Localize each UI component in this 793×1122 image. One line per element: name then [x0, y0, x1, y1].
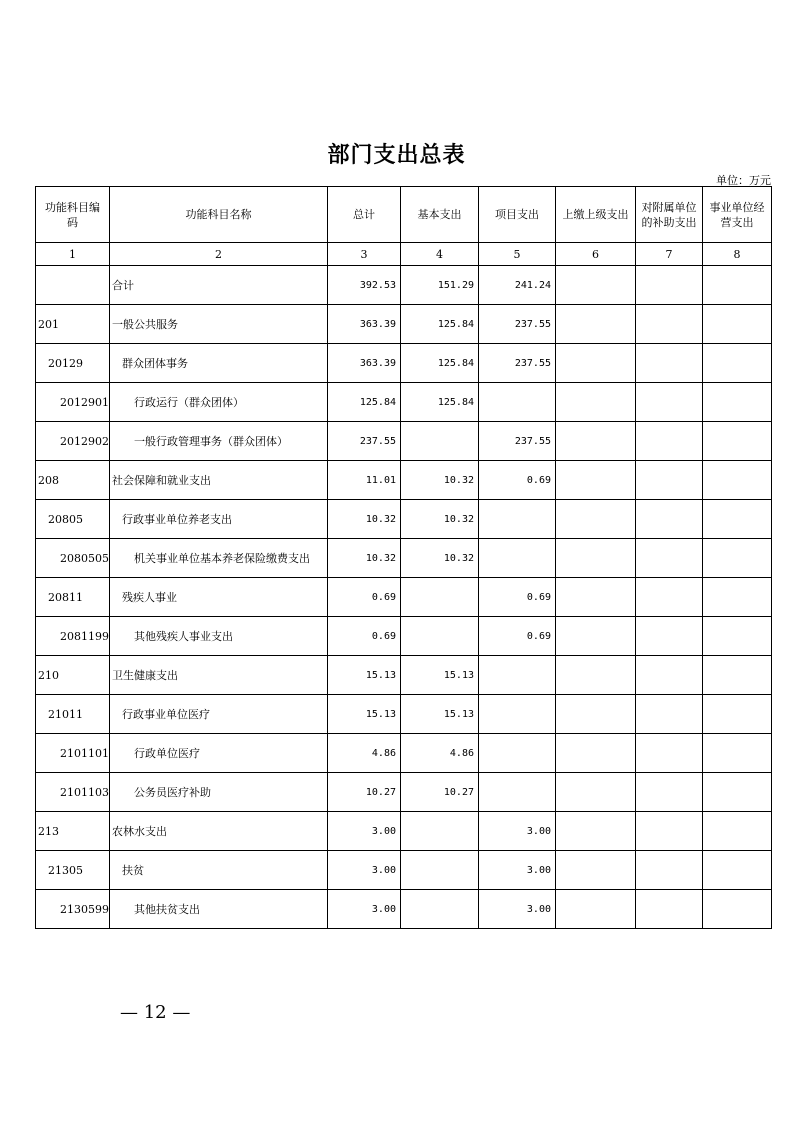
cell-subsidy: [636, 773, 703, 812]
cell-code: 2130599: [36, 890, 110, 929]
cell-subsidy: [636, 617, 703, 656]
cell-name: 群众团体事务: [110, 344, 328, 383]
cell-total: 363.39: [328, 344, 401, 383]
cell-operating: [703, 851, 772, 890]
table-row: [36, 695, 772, 734]
table-row: [36, 461, 772, 500]
table-row: [36, 266, 772, 305]
cell-remit: [556, 500, 636, 539]
cell-operating: [703, 656, 772, 695]
cell-subsidy: [636, 695, 703, 734]
index-cell: 4: [401, 243, 479, 266]
cell-code: 2080505: [36, 539, 110, 578]
cell-remit: [556, 851, 636, 890]
cell-total: 3.00: [328, 851, 401, 890]
cell-operating: [703, 383, 772, 422]
cell-name: 扶贫: [110, 851, 328, 890]
expenditure-table: [35, 186, 772, 929]
cell-project: 3.00: [479, 890, 556, 929]
cell-code: 2012902: [36, 422, 110, 461]
header-row: [36, 187, 772, 243]
cell-remit: [556, 422, 636, 461]
cell-total: 15.13: [328, 695, 401, 734]
table-row: [36, 773, 772, 812]
cell-total: 3.00: [328, 890, 401, 929]
cell-subsidy: [636, 734, 703, 773]
cell-project: 237.55: [479, 344, 556, 383]
cell-name: 其他扶贫支出: [110, 890, 328, 929]
cell-operating: [703, 812, 772, 851]
cell-operating: [703, 266, 772, 305]
cell-code: 2081199: [36, 617, 110, 656]
cell-subsidy: [636, 812, 703, 851]
cell-total: 0.69: [328, 578, 401, 617]
cell-subsidy: [636, 656, 703, 695]
cell-total: 11.01: [328, 461, 401, 500]
page-title: 部门支出总表: [327, 142, 466, 168]
cell-remit: [556, 773, 636, 812]
table-row: [36, 500, 772, 539]
cell-basic: 4.86: [401, 734, 479, 773]
cell-operating: [703, 461, 772, 500]
cell-operating: [703, 344, 772, 383]
cell-subsidy: [636, 344, 703, 383]
cell-total: 4.86: [328, 734, 401, 773]
cell-basic: [401, 812, 479, 851]
header-operating: 事业单位经营支出: [703, 187, 772, 243]
header-remit: 上缴上级支出: [556, 187, 636, 243]
cell-basic: 10.27: [401, 773, 479, 812]
cell-name: 一般行政管理事务（群众团体）: [110, 422, 328, 461]
unit-label: 单位：万元: [716, 174, 771, 187]
cell-total: 125.84: [328, 383, 401, 422]
cell-total: 363.39: [328, 305, 401, 344]
cell-subsidy: [636, 890, 703, 929]
cell-basic: 10.32: [401, 539, 479, 578]
cell-total: 10.32: [328, 539, 401, 578]
cell-subsidy: [636, 305, 703, 344]
cell-remit: [556, 890, 636, 929]
index-cell: 2: [110, 243, 328, 266]
cell-name: 机关事业单位基本养老保险缴费支出: [110, 539, 328, 578]
header-basic: 基本支出: [401, 187, 479, 243]
table-row: [36, 422, 772, 461]
cell-operating: [703, 539, 772, 578]
cell-code: 21305: [36, 851, 110, 890]
cell-code: 213: [36, 812, 110, 851]
cell-basic: [401, 851, 479, 890]
cell-remit: [556, 578, 636, 617]
header-name: 功能科目名称: [110, 187, 328, 243]
cell-basic: 15.13: [401, 695, 479, 734]
page-number: — 12 —: [120, 1002, 191, 1023]
header-subsidy: 对附属单位的补助支出: [636, 187, 703, 243]
cell-project: 241.24: [479, 266, 556, 305]
table-row: [36, 617, 772, 656]
cell-name: 公务员医疗补助: [110, 773, 328, 812]
cell-basic: [401, 617, 479, 656]
cell-basic: 125.84: [401, 344, 479, 383]
cell-subsidy: [636, 383, 703, 422]
cell-project: [479, 695, 556, 734]
cell-remit: [556, 734, 636, 773]
cell-code: 2101103: [36, 773, 110, 812]
cell-remit: [556, 617, 636, 656]
index-cell: 5: [479, 243, 556, 266]
cell-code: 20129: [36, 344, 110, 383]
index-cell: 8: [703, 243, 772, 266]
cell-basic: [401, 890, 479, 929]
cell-name: 卫生健康支出: [110, 656, 328, 695]
cell-name: 社会保障和就业支出: [110, 461, 328, 500]
cell-name: 合计: [110, 266, 328, 305]
cell-code: 2012901: [36, 383, 110, 422]
cell-project: [479, 500, 556, 539]
cell-subsidy: [636, 851, 703, 890]
cell-name: 行政运行（群众团体）: [110, 383, 328, 422]
cell-subsidy: [636, 500, 703, 539]
cell-total: 3.00: [328, 812, 401, 851]
cell-basic: 15.13: [401, 656, 479, 695]
header-code: 功能科目编码: [36, 187, 110, 243]
cell-name: 行政单位医疗: [110, 734, 328, 773]
cell-code: 20805: [36, 500, 110, 539]
cell-code: 20811: [36, 578, 110, 617]
cell-remit: [556, 344, 636, 383]
table-row: [36, 578, 772, 617]
cell-total: 15.13: [328, 656, 401, 695]
cell-code: [36, 266, 110, 305]
cell-project: 0.69: [479, 578, 556, 617]
cell-project: [479, 773, 556, 812]
table-row: [36, 656, 772, 695]
cell-remit: [556, 305, 636, 344]
cell-name: 一般公共服务: [110, 305, 328, 344]
cell-remit: [556, 812, 636, 851]
cell-operating: [703, 890, 772, 929]
table-row: [36, 734, 772, 773]
cell-project: [479, 734, 556, 773]
cell-code: 208: [36, 461, 110, 500]
cell-operating: [703, 305, 772, 344]
cell-code: 210: [36, 656, 110, 695]
table-row: [36, 539, 772, 578]
cell-total: 10.32: [328, 500, 401, 539]
cell-name: 残疾人事业: [110, 578, 328, 617]
cell-project: 3.00: [479, 851, 556, 890]
cell-basic: 125.84: [401, 383, 479, 422]
cell-total: 10.27: [328, 773, 401, 812]
cell-name: 农林水支出: [110, 812, 328, 851]
cell-remit: [556, 266, 636, 305]
table-row: [36, 851, 772, 890]
cell-operating: [703, 422, 772, 461]
cell-operating: [703, 500, 772, 539]
cell-operating: [703, 773, 772, 812]
cell-subsidy: [636, 266, 703, 305]
cell-project: 0.69: [479, 461, 556, 500]
cell-code: 2101101: [36, 734, 110, 773]
index-cell: 1: [36, 243, 110, 266]
cell-basic: 10.32: [401, 461, 479, 500]
table-body: [36, 266, 772, 929]
table-row: [36, 305, 772, 344]
cell-basic: 10.32: [401, 500, 479, 539]
table-row: [36, 383, 772, 422]
cell-remit: [556, 656, 636, 695]
cell-basic: 151.29: [401, 266, 479, 305]
cell-operating: [703, 734, 772, 773]
cell-project: [479, 656, 556, 695]
table-row: [36, 812, 772, 851]
cell-code: 201: [36, 305, 110, 344]
index-cell: 7: [636, 243, 703, 266]
cell-code: 21011: [36, 695, 110, 734]
table-row: [36, 890, 772, 929]
cell-name: 行政事业单位医疗: [110, 695, 328, 734]
cell-total: 0.69: [328, 617, 401, 656]
cell-remit: [556, 539, 636, 578]
cell-subsidy: [636, 422, 703, 461]
index-cell: 6: [556, 243, 636, 266]
cell-basic: 125.84: [401, 305, 479, 344]
table-row: [36, 344, 772, 383]
index-cell: 3: [328, 243, 401, 266]
cell-total: 237.55: [328, 422, 401, 461]
cell-operating: [703, 578, 772, 617]
index-row: [36, 243, 772, 266]
header-project: 项目支出: [479, 187, 556, 243]
cell-subsidy: [636, 578, 703, 617]
cell-project: 0.69: [479, 617, 556, 656]
cell-operating: [703, 695, 772, 734]
cell-subsidy: [636, 461, 703, 500]
cell-project: 237.55: [479, 422, 556, 461]
cell-remit: [556, 461, 636, 500]
cell-project: 3.00: [479, 812, 556, 851]
cell-basic: [401, 422, 479, 461]
cell-remit: [556, 383, 636, 422]
cell-name: 行政事业单位养老支出: [110, 500, 328, 539]
header-total: 总计: [328, 187, 401, 243]
cell-project: [479, 539, 556, 578]
cell-remit: [556, 695, 636, 734]
cell-project: [479, 383, 556, 422]
cell-basic: [401, 578, 479, 617]
cell-subsidy: [636, 539, 703, 578]
cell-project: 237.55: [479, 305, 556, 344]
cell-operating: [703, 617, 772, 656]
cell-total: 392.53: [328, 266, 401, 305]
cell-name: 其他残疾人事业支出: [110, 617, 328, 656]
